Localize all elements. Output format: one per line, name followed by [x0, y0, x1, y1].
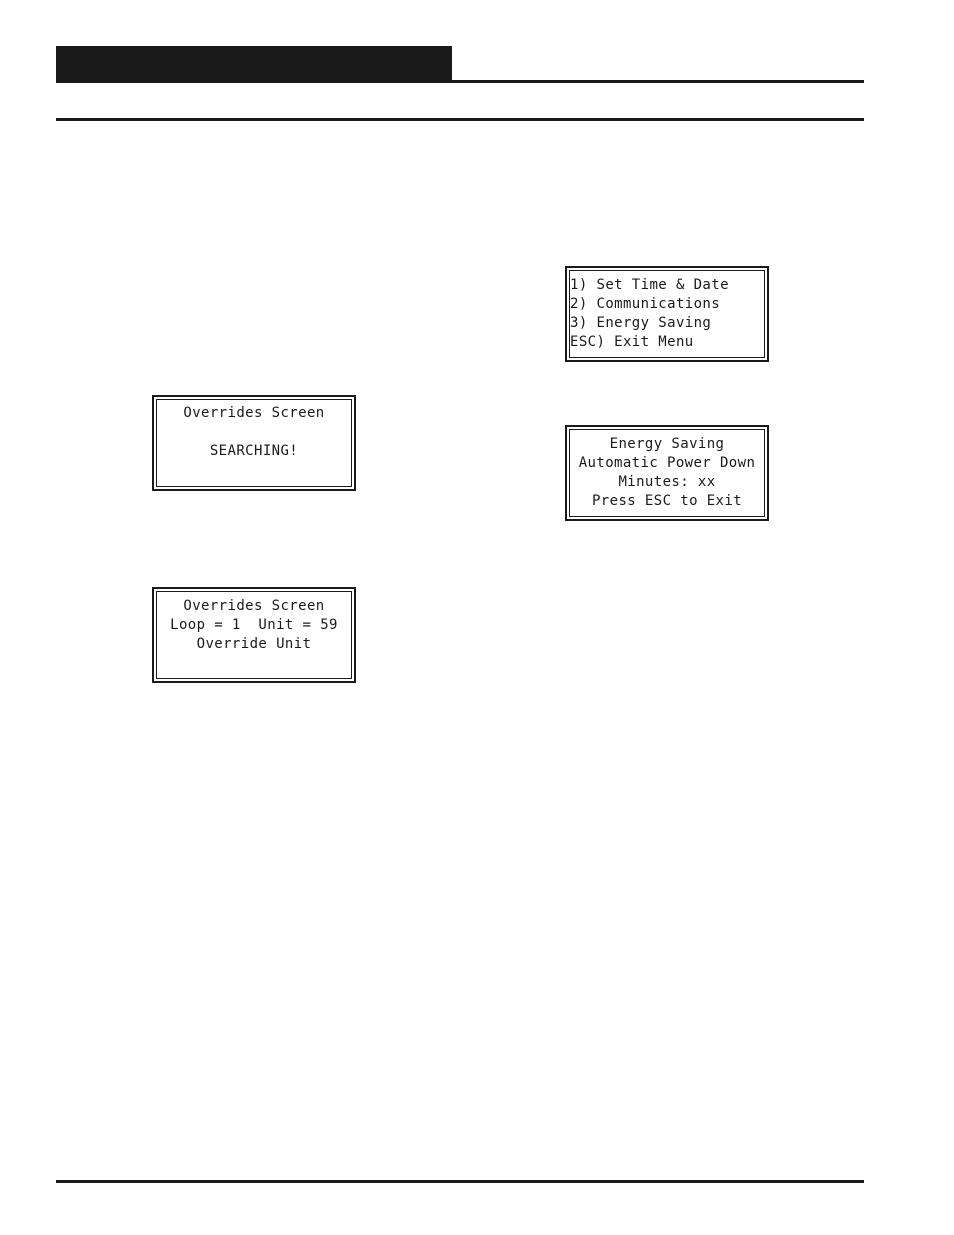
menu-item-communications: 2) Communications [570, 296, 721, 312]
lcd-energy-saving [565, 425, 769, 521]
lcd-main-menu [565, 266, 769, 362]
footer-rule [56, 1180, 864, 1183]
lcd-line-3: Override Unit [196, 636, 312, 652]
lcd-line-4: Press ESC to Exit [591, 493, 743, 509]
lcd-line-1: Overrides Screen [183, 405, 325, 421]
lcd-line-1: Overrides Screen [183, 598, 325, 614]
lcd-line-3: SEARCHING! [209, 443, 299, 459]
lcd-line-2: Automatic Power Down [578, 455, 756, 471]
lcd-line-2: Loop = 1 Unit = 59 [170, 617, 338, 633]
lcd-overrides-searching [152, 395, 356, 491]
menu-item-energy-saving: 3) Energy Saving [570, 315, 712, 331]
subheader-rule [56, 118, 864, 121]
menu-item-exit-menu: ESC) Exit Menu [570, 334, 694, 350]
lcd-line-1: Energy Saving [609, 436, 725, 452]
header-title-bar [56, 46, 452, 82]
lcd-line-3: Minutes: xx [618, 474, 716, 490]
lcd-overrides-unit [152, 587, 356, 683]
header-rule [56, 80, 864, 83]
menu-item-set-time-date: 1) Set Time & Date [570, 277, 729, 293]
